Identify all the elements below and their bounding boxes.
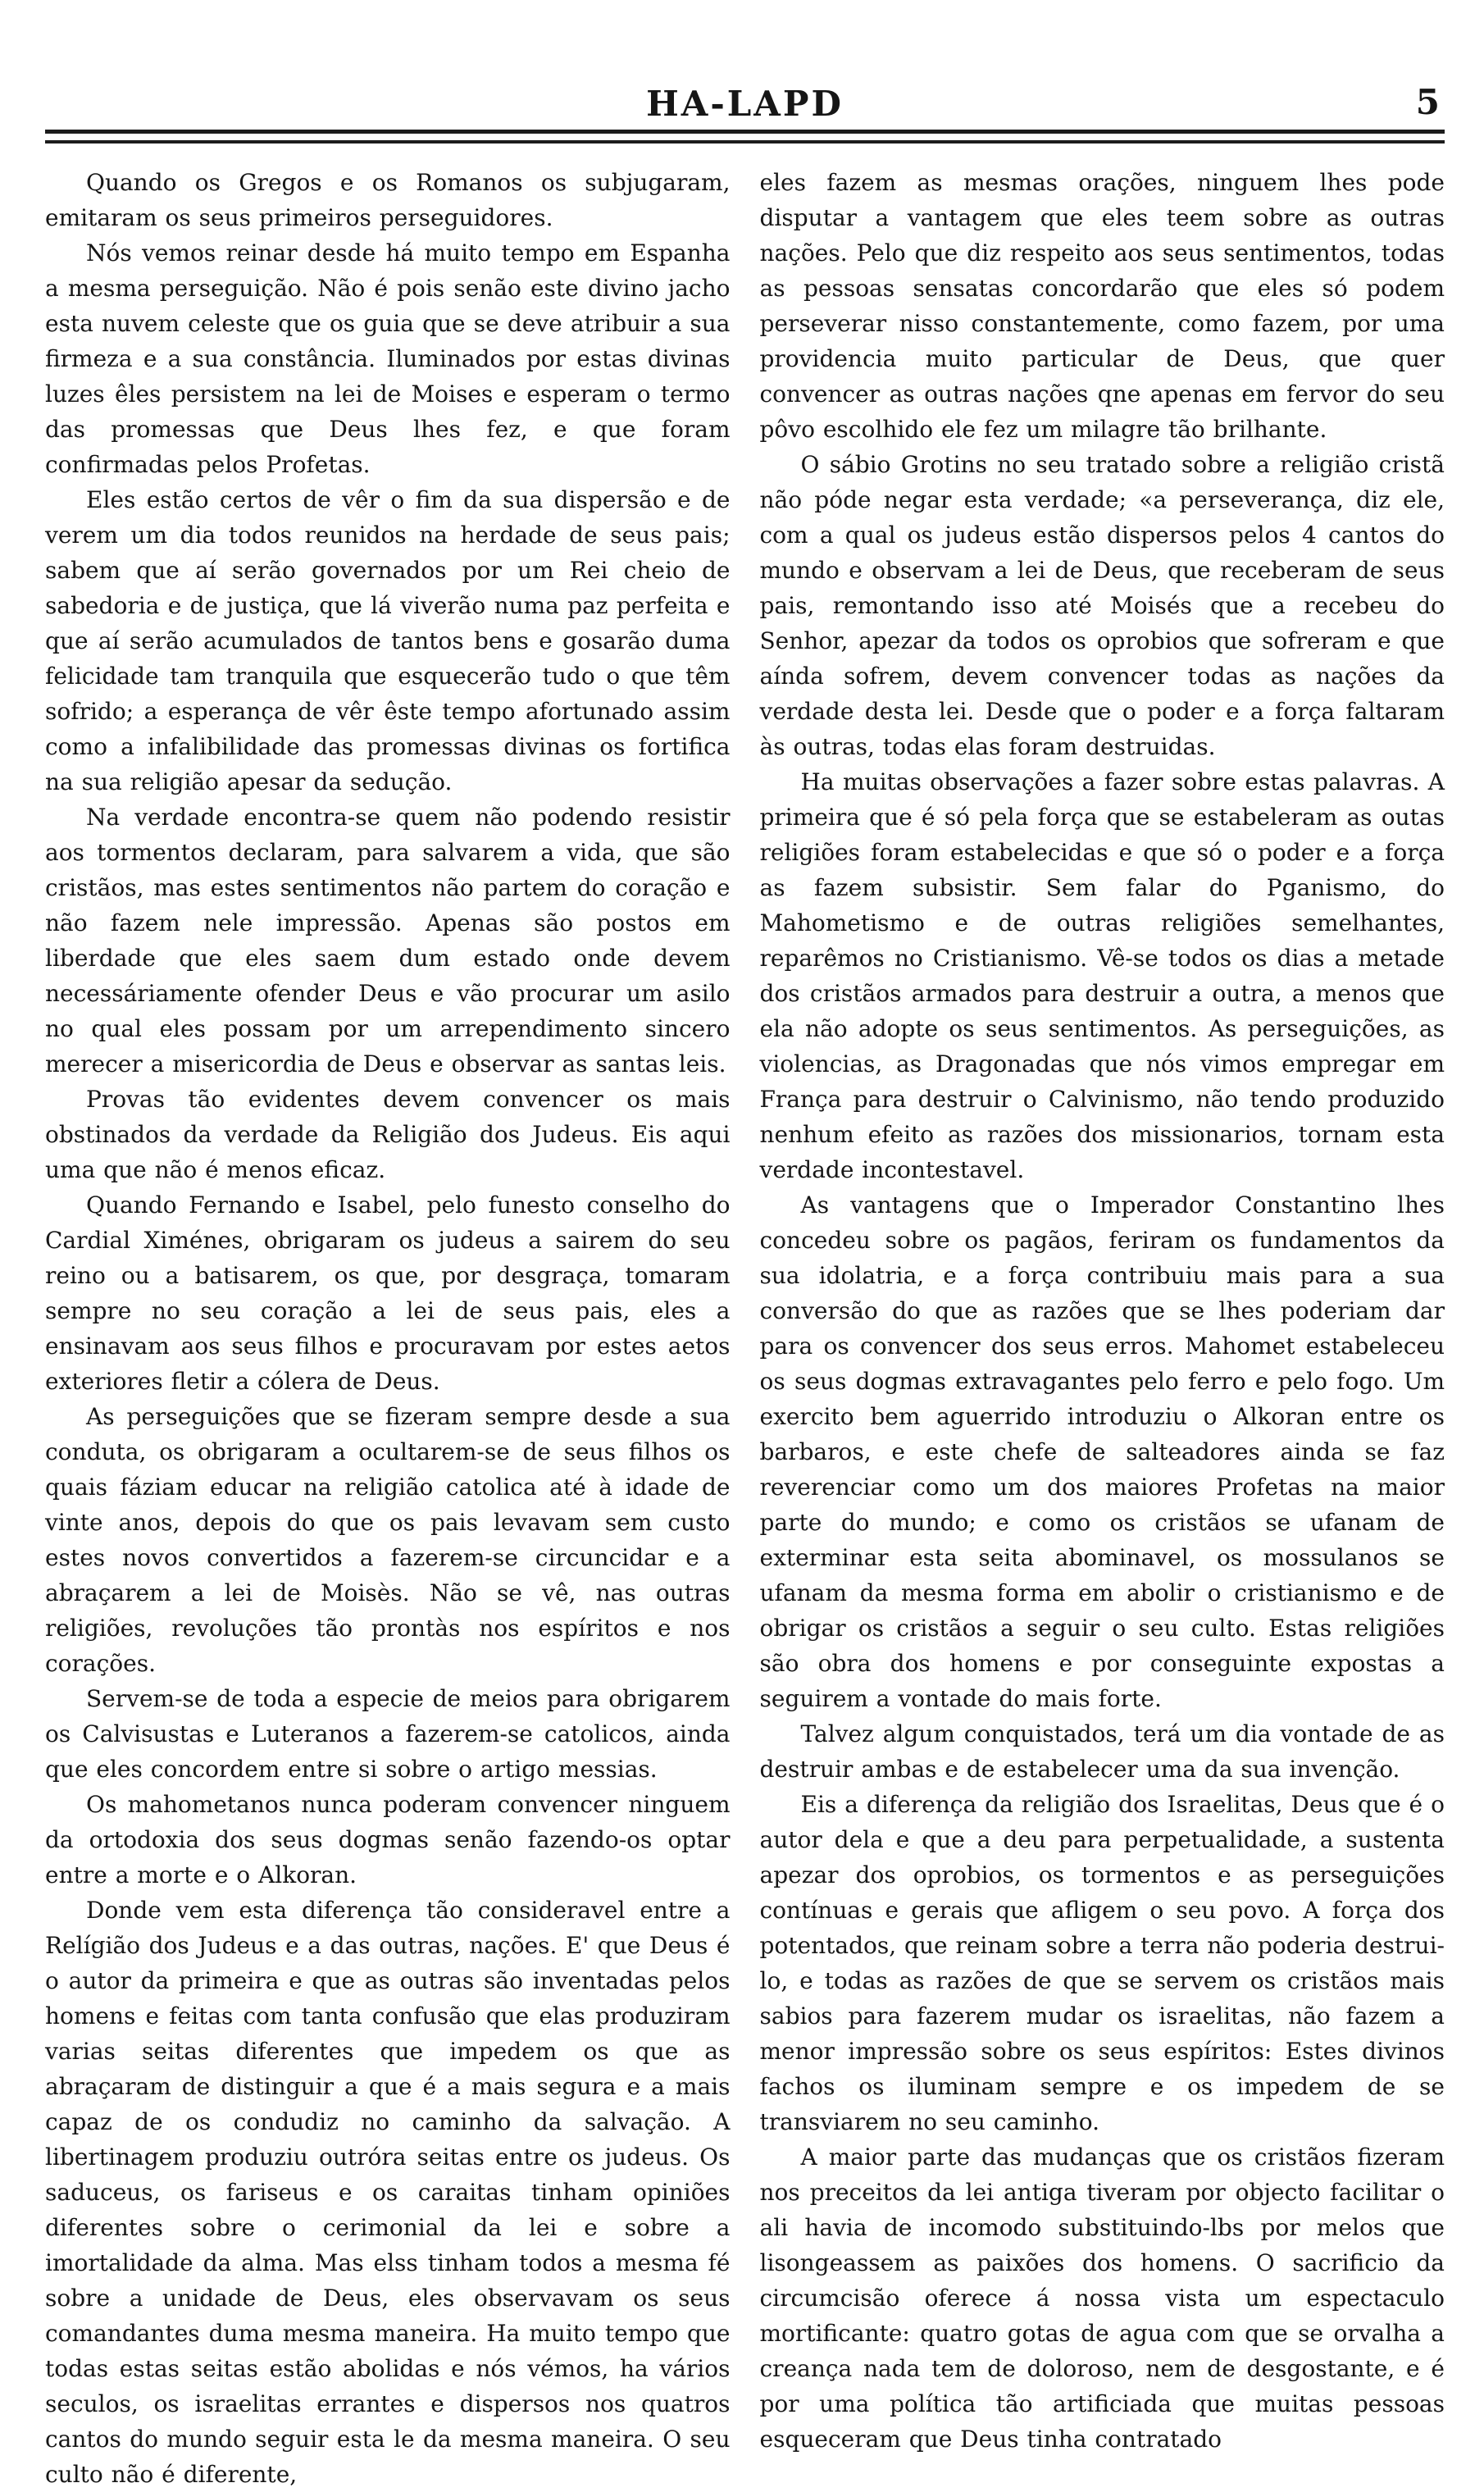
paragraph: A maior parte das mudanças que os cristãos fizeram nos preceitos da lei antiga tiveram por objecto facilitar o ali havia de incomodo substituindo-lbs por melos que lisongeassem as paixões dos homens. O sacrificio da circumcisão oferece á nossa vista um espectaculo mortificante: quatro gotas de agua com que se orvalha a creança nada tem de doloroso, nem de desgostante, e é por uma política tão artificiada que muitas pessoas esqueceram que Deus tinha contratado bbox=[759, 2143, 1445, 2453]
paragraph: Talvez algum conquistados, terá um dia vontade de as destruir ambas e de estabelecer uma da sua invenção. bbox=[759, 1720, 1445, 1783]
paragraph: Servem-se de toda a especie de meios para obrigarem os Calvisustas e Luteranos a fazerem-se catolicos, ainda que eles concordem entre si sobre o artigo messias. bbox=[45, 1685, 731, 1783]
paragraph: Os mahometanos nunca poderam convencer ninguem da ortodoxia dos seus dogmas senão fazendo-os optar entre a morte e o Alkoran. bbox=[45, 1791, 731, 1888]
left-column bbox=[45, 165, 731, 2492]
paragraph: Nós vemos reinar desde há muito tempo em Espanha a mesma perseguição. Não é pois senão este divino jacho esta nuvem celeste que os guia que se deve atribuir a sua firmeza e a sua constância. Iluminados por estas divinas luzes êles persistem na lei de Moises e esperam o termo das promessas que Deus lhes fez, e que foram confirmadas pelos Profetas. bbox=[45, 239, 731, 478]
paragraph: Quando os Gregos e os Romanos os subjugaram, emitaram os seus primeiros perseguidores. bbox=[45, 169, 731, 231]
paragraph: As perseguições que se fizeram sempre desde a sua conduta, os obrigaram a ocultarem-se de seus filhos os quais fáziam educar na religião catolica até à idade de vinte anos, depois do que os pais levavam sem custo estes novos convertidos a fazerem-se circuncidar e a abraçarem a lei de Moisès. Não se vê, nas outras religiões, revoluções tão prontàs nos espíritos e nos corações. bbox=[45, 1403, 731, 1677]
paragraph: Na verdade encontra-se quem não podendo resistir aos tormentos declaram, para salvarem a vida, que são cristãos, mas estes sentimentos não partem do coração e não fazem nele impressão. Apenas são postos em liberdade que eles saem dum estado onde devem necessáriamente ofender Deus e vão procurar um asilo no qual eles possam por um arrependimento sincero merecer a misericordia de Deus e observar as santas leis. bbox=[45, 804, 731, 1077]
header-title: HA-LAPD bbox=[646, 84, 844, 124]
paragraph: O sábio Grotins no seu tratado sobre a religião cristã não póde negar esta verdade; «a perseverança, diz ele, com a qual os judeus estão dispersos pelos 4 cantos do mundo e observam a lei de Deus, que receberam de seus pais, remontando isso até Moisés que a recebeu do Senhor, apezar da todos os oprobios que sofreram e que aínda sofrem, devem convencer todas as nações da verdade desta lei. Desde que o poder e a força faltaram às outras, todas elas foram destruidas. bbox=[759, 451, 1445, 760]
paragraph: As vantagens que o Imperador Constantino lhes concedeu sobre os pagãos, feriram os fundamentos da sua idolatria, e a força contribuiu mais para a sua conversão do que as razões que se lhes poderiam dar para os convencer dos seus erros. Mahomet estabeleceu os seus dogmas extravagantes pelo ferro e pelo fogo. Um exercito bem aguerrido introduziu o Alkoran entre os barbaros, e este chefe de salteadores ainda se faz reverenciar como um dos maiores Profetas na maior parte do mundo; e como os cristãos se ufanam de exterminar esta seita abominavel, os mossulanos se ufanam da mesma forma em abolir o cristianismo e de obrigar os cristãos a seguir o seu culto. Estas religiões são obra dos homens e por conseguinte expostas a seguirem a vontade do mais forte. bbox=[759, 1191, 1445, 1712]
paragraph: Ha muitas observações a fazer sobre estas palavras. A primeira que é só pela força que se estabeleram as outas religiões foram estabelecidas e que só o poder e a força as fazem subsistir. Sem falar do Pganismo, do Mahometismo e de outras religiões semelhantes, reparêmos no Cristianismo. Vê-se todos os dias a metade dos cristãos armados para destruir a outra, a menos que ela não adopte os seus sentimentos. As perseguições, as violencias, as Dragonadas que nós vimos empregar em França para destruir o Calvinismo, não tendo produzido nenhum efeito as razões dos missionarios, tornam esta verdade incontestavel. bbox=[759, 768, 1445, 1183]
paragraph: Eles estão certos de vêr o fim da sua dispersão e de verem um dia todos reunidos na herdade de seus pais; sabem que aí serão governados por um Rei cheio de sabedoria e de justiça, que lá viverão numa paz perfeita e que aí serão acumulados de tantos bens e gosarão duma felicidade tam tranquila que esquecerão tudo o que têm sofrido; a esperança de vêr êste tempo afortunado assim como a infalibilidade das promessas divinas os fortifica na sua religião apesar da sedução. bbox=[45, 486, 731, 795]
paragraph: Donde vem esta diferença tão consideravel entre a Relígião dos Judeus e a das outras, nações. E' que Deus é o autor da primeira e que as outras são inventadas pelos homens e feitas com tanta confusão que elas produziram varias seitas diferentes que impedem os que as abraçaram de distinguir a que é a mais segura e a mais capaz de os condudiz no caminho da salvação. A libertinagem produziu outróra seitas entre os judeus. Os saduceus, os fariseus e os caraitas tinham opiniões diferentes sobre o cerimonial da lei e sobre a imortalidade da alma. Mas elss tinham todos a mesma fé sobre a unidade de Deus, eles observavam os seus comandantes duma mesma maneira. Ha muito tempo que todas estas seitas estão abolidas e nós vémos, ha vários seculos, os israelitas errantes e dispersos nos quatros cantos do mundo seguir esta le da mesma maneira. O seu culto não é diferente, bbox=[45, 1897, 731, 2488]
page-number: 5 bbox=[1415, 82, 1440, 122]
paragraph: Provas tão evidentes devem convencer os mais obstinados da verdade da Religião dos Judeus. Eis aqui uma que não é menos eficaz. bbox=[45, 1086, 731, 1183]
paragraph: eles fazem as mesmas orações, ninguem lhes pode disputar a vantagem que eles teem sobre as outras nações. Pelo que diz respeito aos seus sentimentos, todas as pessoas sensatas concordarão que eles só podem perseverar nisso constantemente, como fazem, por uma providencia muito particular de Deus, que quer convencer as outras nações qne apenas em fervor do seu pôvo escolhido ele fez um milagre tão brilhante. bbox=[759, 169, 1445, 443]
page-header bbox=[45, 0, 1445, 130]
right-column bbox=[760, 165, 1445, 2492]
paragraph: Quando Fernando e Isabel, pelo funesto conselho do Cardial Ximénes, obrigaram os judeus a sairem do seu reino ou a batisarem, os que, por desgraça, tomaram sempre no seu coração a lei de seus pais, eles a ensinavam aos seus filhos e procuravam por estes aetos exteriores fletir a cólera de Deus. bbox=[45, 1191, 731, 1395]
paragraph: Eis a diferença da religião dos Israelitas, Deus que é o autor dela e que a deu para perpetualidade, a sustenta apezar dos oprobios, os tormentos e as perseguições contínuas e gerais que afligem o seu povo. A força dos potentados, que reinam sobre a terra não poderia destrui-lo, e todas as razões de que se servem os cristãos mais sabios para fazerem mudar os israelitas, não fazem a menor impressão sobre os seus espíritos: Estes divinos fachos os iluminam sempre e os impedem de se transviarem no seu caminho. bbox=[759, 1791, 1445, 2135]
text-columns bbox=[45, 165, 1445, 2492]
header-rule bbox=[45, 130, 1445, 144]
